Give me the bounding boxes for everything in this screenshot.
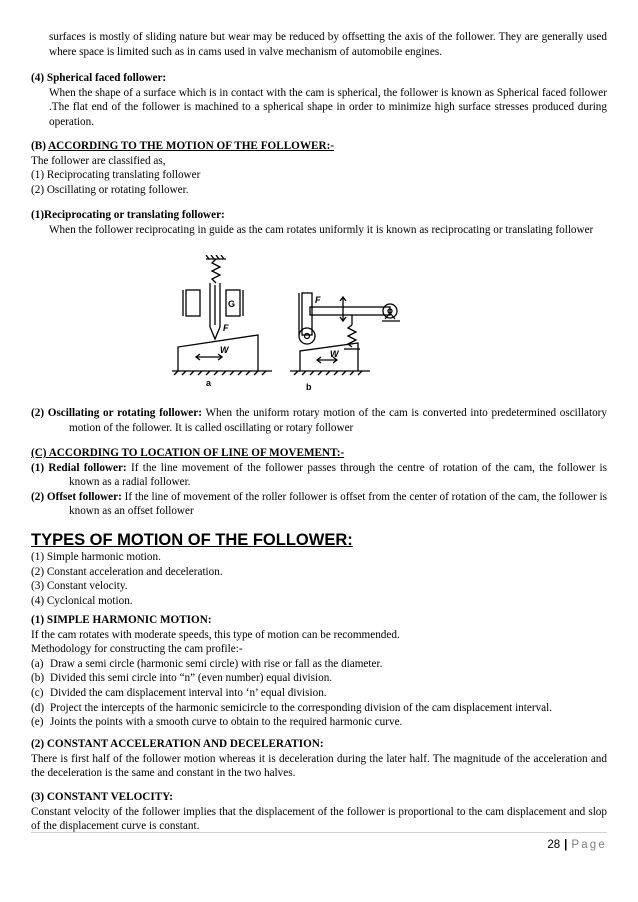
cad-paragraph: There is first half of the follower motion whereas it is deceleration during the later half. The magnitude of the acceleration and the deceleration is the same and constant in the two halves. [31,752,607,780]
figure-label-f: F [223,323,229,333]
spherical-heading: (4) Spherical faced follower: [31,72,167,84]
figure-caption-b: b [306,382,312,392]
shm-step: (c) Divided the cam displacement interval into ‘n’ equal division. [31,686,327,699]
types-item: (3) Constant velocity. [31,580,128,593]
types-item: (2) Constant acceleration and deceleration. [31,565,223,578]
figure-label-g: G [228,299,236,309]
motion-item: (2) Oscillating or rotating follower. [31,183,189,196]
cv-heading: (3) CONSTANT VELOCITY: [31,791,173,803]
footer-separator: | [564,839,568,851]
cv-section [31,790,607,834]
figure-label-w: W [220,345,229,355]
radial-paragraph: (1) Redial follower: If the line movement of the follower passes through the centre of rotation of the cam, the follower is known as a radial follower. [31,461,607,489]
shm-line: Methodology for constructing the cam profile:- [31,643,243,656]
reciprocating-heading: (1)Reciprocating or translating follower: [31,209,225,221]
cv-paragraph: Constant velocity of the follower implies that the displacement of the follower is proportional to the cam displacement and slop of the displacement curve is constant. [31,805,607,833]
types-item: (1) Simple harmonic motion. [31,551,161,563]
oscillating-paragraph: (2) Oscillating or rotating follower: When the uniform rotary motion of the cam is converted into predetermined oscillatory motion of the follower. It is called oscillating or rotary follower [31,407,607,434]
follower-diagram [160,255,410,395]
spherical-paragraph: When the shape of a surface which is in contact with the cam is spherical, the follower is known as Spherical faced follower .The flat end of the follower is machined to a spherical shape in order to minimize high surface stresses produced during operation. [49,86,607,128]
shm-step: (e) Joints the points with a smooth curve to obtain to the required harmonic curve. [31,716,403,729]
figure-label-f: F [315,295,321,305]
cad-heading: (2) CONSTANT ACCELERATION AND DECELERATION: [31,738,324,750]
page-footer [547,838,607,853]
motion-heading: (B) ACCORDING TO THE MOTION OF THE FOLLOWER:- [31,140,335,152]
page-number: 28 [547,839,561,851]
page-word: Page [571,839,607,851]
spherical-section [31,71,607,129]
intro-section [31,30,607,59]
oscillating-section [31,406,607,435]
location-heading: (C) ACCORDING TO LOCATION OF LINE OF MOVEMENT:- [31,447,345,459]
shm-line: If the cam rotates with moderate speeds, this type of motion can be recommended. [31,628,400,641]
offset-paragraph: (2) Offset follower: If the line of movement of the roller follower is offset from the center of rotation of the cam, the follower is known as an offset follower [31,490,608,518]
shm-heading: (1) SIMPLE HARMONIC MOTION: [31,614,212,626]
types-item: (4) Cyclonical motion. [31,594,133,607]
figure-caption-a: a [206,378,212,388]
shm-section [31,613,607,730]
motion-item: (1) Reciprocating translating follower [31,169,201,182]
types-section [31,530,607,608]
intro-paragraph: surfaces is mostly of sliding nature but wear may be reduced by offsetting the axis of the follower. They are generally used where space is limited such as in cams used in valve mechanism of automobile engines. [49,31,607,58]
types-heading: TYPES OF MOTION OF THE FOLLOWER: [31,531,353,549]
reciprocating-paragraph: When the follower reciprocating in guide as the cam rotates uniformly it is known as reciprocating or translating follower [49,223,594,236]
shm-step: (d) Project the intercepts of the harmonic semicircle to the corresponding division of the cam displacement interval. [31,701,553,714]
location-section [31,446,607,519]
shm-step: (a) Draw a semi circle (harmonic semi circle) with rise or fall as the diameter. [31,657,383,670]
footer-divider [31,832,607,833]
figure-label-w: W [330,349,339,359]
motion-intro: The follower are classified as, [31,154,166,167]
shm-step: (b) Divided this semi circle into “n” (even number) equal division. [31,672,333,685]
cad-section [31,737,607,781]
reciprocating-section [31,208,607,237]
motion-section [31,139,607,197]
